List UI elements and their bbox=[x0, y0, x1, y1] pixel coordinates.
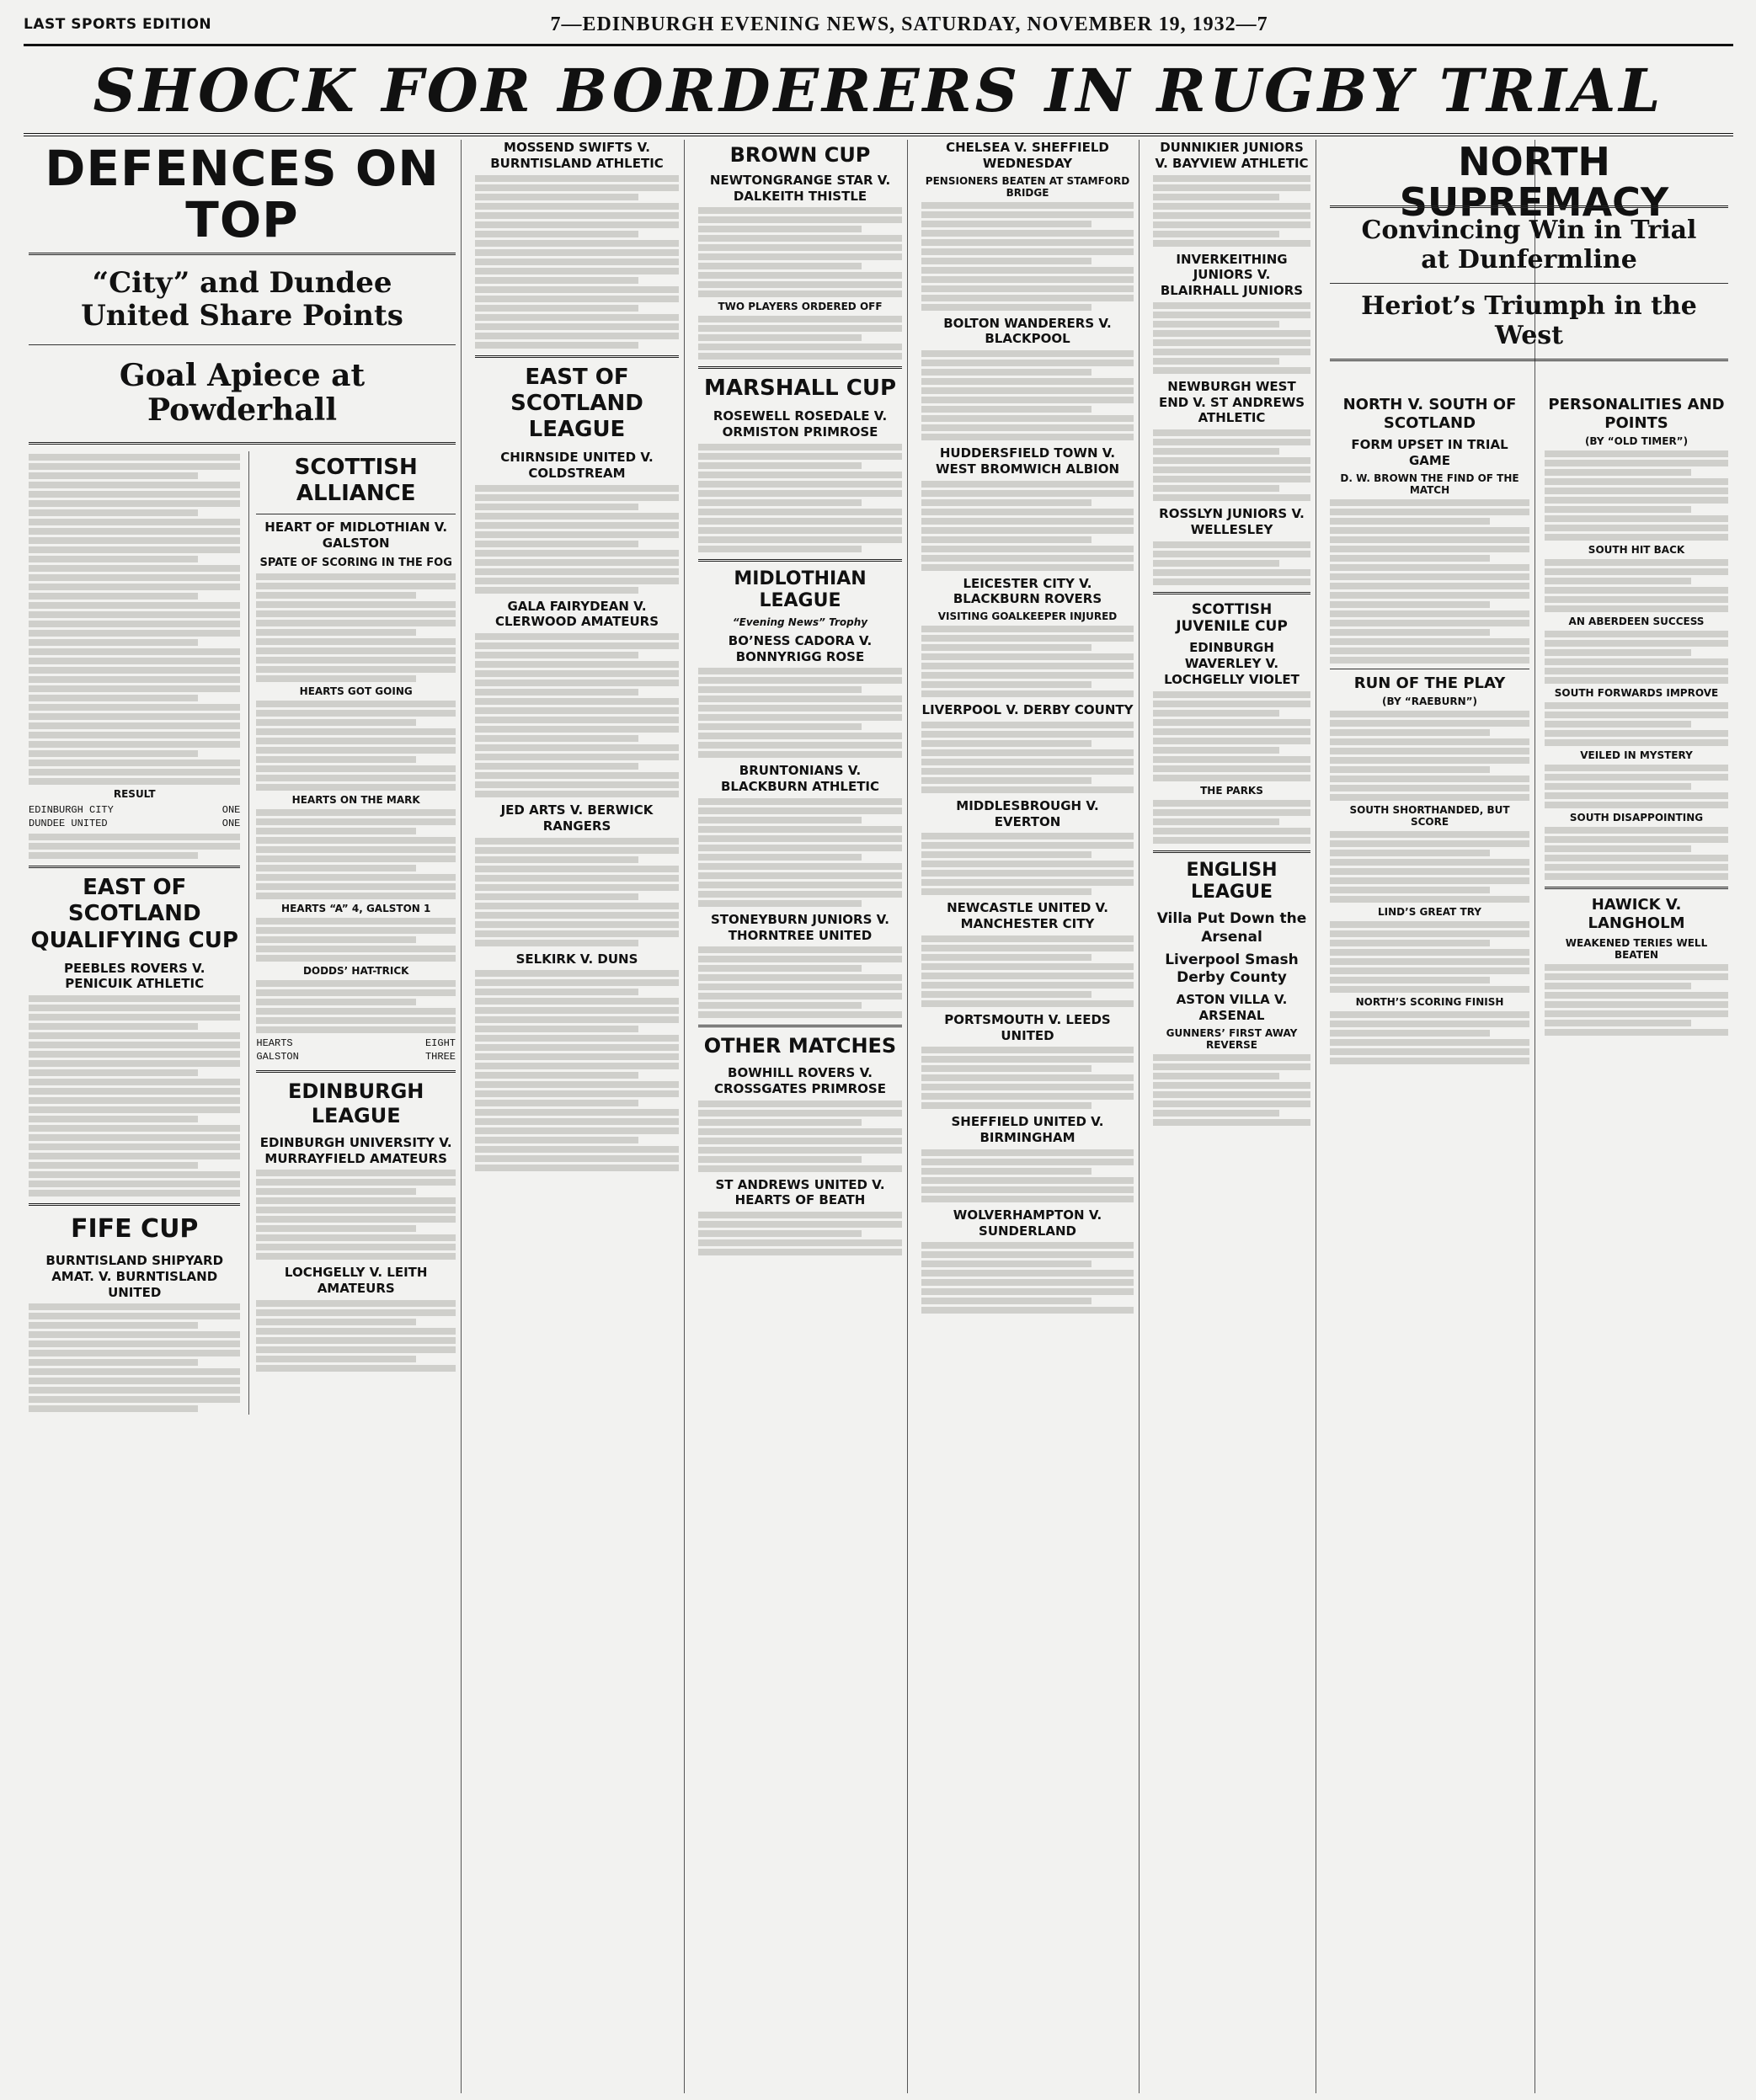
match-portsmouth-leeds: PORTSMOUTH V. LEEDS UNITED bbox=[944, 1011, 1111, 1043]
section-east-scotland-league: EAST OF SCOTLAND LEAGUE bbox=[510, 364, 643, 442]
match-mossend-burntisland: MOSSEND SWIFTS V. BURNTISLAND ATHLETIC bbox=[490, 140, 664, 171]
sub-linds-great-try: LIND’S GREAT TRY bbox=[1378, 906, 1481, 919]
sub-hearts-a-galston: HEARTS “A” 4, GALSTON 1 bbox=[281, 902, 431, 914]
match-huddersfield-westbrom: HUDDERSFIELD TOWN V. WEST BROMWICH ALBION bbox=[935, 445, 1120, 477]
sub-the-parks: THE PARKS bbox=[1200, 784, 1263, 797]
sub-aberdeen-success: AN ABERDEEN SUCCESS bbox=[1568, 616, 1705, 628]
trophy-label: “Evening News” Trophy bbox=[732, 616, 868, 628]
match-inverkeithing-blairhall: INVERKEITHING JUNIORS V. BLAIRHALL JUNIORS bbox=[1160, 251, 1304, 298]
result-label: RESULT bbox=[113, 787, 156, 800]
result-hearts-galston bbox=[256, 1037, 456, 1063]
match-newcastle-mancity: NEWCASTLE UNITED V. MANCHESTER CITY bbox=[947, 900, 1108, 931]
sub-dw-brown: D. W. BROWN THE FIND OF THE MATCH bbox=[1340, 472, 1519, 496]
north-subheads bbox=[1325, 199, 1733, 392]
main-headline: SHOCK FOR BORDERERS IN RUGBY TRIAL bbox=[24, 49, 1733, 136]
sub-liverpool-smash: Liverpool Smash Derby County bbox=[1165, 951, 1299, 987]
headline-defences-on-top: DEFENCES ON TOP bbox=[45, 140, 440, 248]
match-standrews-hearts-beath: ST ANDREWS UNITED V. HEARTS OF BEATH bbox=[715, 1176, 885, 1208]
match-bowhill-crossgates: BOWHILL ROVERS V. CROSSGATES PRIMROSE bbox=[714, 1065, 886, 1096]
match-jedarts-berwick: JED ARTS V. BERWICK RANGERS bbox=[500, 802, 654, 834]
byline-raeburn: (BY “RAEBURN”) bbox=[1382, 696, 1477, 708]
sub-south-hit-back: SOUTH HIT BACK bbox=[1588, 544, 1685, 557]
newspaper-page bbox=[24, 5, 1733, 2093]
sub-run-of-play: RUN OF THE PLAY bbox=[1353, 674, 1506, 692]
result-hearts-score: EIGHT bbox=[424, 1037, 456, 1049]
match-selkirk-duns: SELKIRK V. DUNS bbox=[515, 951, 638, 967]
match-sheffutd-birmingham: SHEFFIELD UNITED V. BIRMINGHAM bbox=[951, 1114, 1104, 1145]
sub-hearts-on-the-mark: HEARTS ON THE MARK bbox=[291, 793, 420, 806]
result-away-team: DUNDEE UNITED bbox=[29, 817, 108, 829]
sub-south-forwards-improve: SOUTH FORWARDS IMPROVE bbox=[1554, 687, 1719, 700]
result-home-team: EDINBURGH CITY bbox=[29, 803, 114, 816]
sub-two-players-ordered-off: TWO PLAYERS ORDERED OFF bbox=[718, 301, 883, 313]
match-boness-bonnyrigg: BO’NESS CADORA V. BONNYRIGG ROSE bbox=[728, 632, 873, 664]
match-rosewell-ormiston: ROSEWELL ROSEDALE V. ORMISTON PRIMROSE bbox=[713, 408, 888, 440]
result-hearts: HEARTS bbox=[256, 1037, 293, 1049]
sub-form-upset: FORM UPSET IN TRIAL GAME bbox=[1351, 437, 1508, 468]
subhead-city-dundee: “City” and Dundee United Share Points bbox=[81, 265, 403, 333]
column-personalities bbox=[1540, 392, 1733, 2093]
match-stoneyburn-thorntree: STONEYBURN JUNIORS V. THORNTREE UNITED bbox=[711, 911, 889, 943]
sub-gunners-reverse: GUNNERS’ FIRST AWAY REVERSE bbox=[1166, 1026, 1298, 1051]
result-away-score: ONE bbox=[222, 817, 241, 829]
match-burntisland-shipyard: BURNTISLAND SHIPYARD AMAT. V. BURNTISLAND UNITED bbox=[45, 1253, 224, 1300]
match-north-south: NORTH V. SOUTH OF SCOTLAND bbox=[1342, 396, 1517, 432]
byline-old-timer: (BY “OLD TIMER”) bbox=[1584, 435, 1689, 448]
match-hearts-galston: HEART OF MIDLOTHIAN V. GALSTON bbox=[264, 520, 448, 551]
section-english-league: ENGLISH LEAGUE bbox=[1186, 859, 1278, 903]
sub-villa-put-down: Villa Put Down the Arsenal bbox=[1156, 910, 1307, 946]
match-liverpool-derby: LIVERPOOL V. DERBY COUNTY bbox=[921, 702, 1134, 717]
match-dunnikier-bayview: DUNNIKIER JUNIORS V. BAYVIEW ATHLETIC bbox=[1155, 140, 1309, 171]
match-bruntonians-blackburn: BRUNTONIANS V. BLACKBURN ATHLETIC bbox=[720, 763, 880, 795]
match-university-murrayfield: EDINBURGH UNIVERSITY V. MURRAYFIELD AMATEURS bbox=[259, 1134, 452, 1166]
match-middlesbrough-everton: MIDDLESBROUGH V. EVERTON bbox=[956, 797, 1099, 829]
match-newburgh-standrews: NEWBURGH WEST END V. ST ANDREWS ATHLETIC bbox=[1158, 378, 1305, 426]
sub-weakened-teries: WEAKENED TERIES WELL BEATEN bbox=[1565, 937, 1708, 962]
match-chelsea-sheffield: CHELSEA V. SHEFFIELD WEDNESDAY bbox=[946, 140, 1109, 171]
match-wolves-sunderland: WOLVERHAMPTON V. SUNDERLAND bbox=[953, 1207, 1102, 1239]
section-edinburgh-league: EDINBURGH LEAGUE bbox=[288, 1079, 424, 1128]
section-other-matches: OTHER MATCHES bbox=[703, 1034, 897, 1058]
masthead bbox=[24, 5, 1733, 46]
sub-south-shorthanded: SOUTH SHORTHANDED, BUT SCORE bbox=[1349, 804, 1510, 829]
section-midlothian-league: MIDLOTHIAN LEAGUE bbox=[734, 568, 867, 612]
match-newtongrange-dalkeith: NEWTONGRANGE STAR V. DALKEITH THISTLE bbox=[709, 172, 891, 204]
sub-dodds-hat-trick: DODDS’ HAT-TRICK bbox=[302, 964, 409, 977]
match-villa-arsenal: ASTON VILLA V. ARSENAL bbox=[1176, 992, 1288, 1024]
section-fife-cup: FIFE CUP bbox=[70, 1214, 199, 1245]
column-fife-juniors bbox=[1148, 140, 1316, 2093]
headline-north-supremacy: NORTH SUPREMACY bbox=[1399, 139, 1669, 226]
section-east-qualifying-cup: EAST OF SCOTLAND QUALIFYING CUP bbox=[30, 875, 238, 953]
result-city-dundee bbox=[29, 803, 240, 830]
headline-personalities: PERSONALITIES AND POINTS bbox=[1548, 396, 1725, 432]
sub-hearts-got-going: HEARTS GOT GOING bbox=[299, 685, 413, 697]
match-waverley-lochgelly: EDINBURGH WAVERLEY V. LOCHGELLY VIOLET bbox=[1164, 640, 1300, 687]
section-scottish-alliance: SCOTTISH ALLIANCE bbox=[294, 454, 418, 506]
result-home-score: ONE bbox=[222, 803, 241, 816]
result-galston: GALSTON bbox=[256, 1051, 299, 1063]
section-marshall-cup: MARSHALL CUP bbox=[703, 376, 897, 402]
match-bolton-blackpool: BOLTON WANDERERS V. BLACKPOOL bbox=[943, 315, 1112, 347]
column-defences bbox=[24, 140, 462, 2093]
columns bbox=[24, 140, 1733, 2093]
sub-spate-of-scoring: SPATE OF SCORING IN THE FOG bbox=[259, 556, 452, 569]
section-juvenile-cup: SCOTTISH JUVENILE CUP bbox=[1176, 600, 1288, 635]
sub-norths-scoring-finish: NORTH’S SCORING FINISH bbox=[1355, 996, 1504, 1009]
match-hawick-langholm: HAWICK V. LANGHOLM bbox=[1588, 896, 1685, 932]
column-east-scotland bbox=[470, 140, 685, 2093]
match-chirnside-coldstream: CHIRNSIDE UNITED V. COLDSTREAM bbox=[500, 450, 654, 481]
sub-south-disappointing: SOUTH DISAPPOINTING bbox=[1569, 812, 1704, 824]
dateline: 7—EDINBURGH EVENING NEWS, SATURDAY, NOVEMBER 19, 1932—7 bbox=[550, 13, 1268, 35]
column-cups bbox=[693, 140, 908, 2093]
sub-pensioners-beaten: PENSIONERS BEATEN AT STAMFORD BRIDGE bbox=[925, 174, 1130, 199]
match-peebles-penicuik: PEEBLES ROVERS V. PENICUIK ATHLETIC bbox=[63, 960, 205, 992]
edition-label: LAST SPORTS EDITION bbox=[24, 16, 212, 33]
result-galston-score: THREE bbox=[424, 1051, 456, 1063]
column-english-league bbox=[916, 140, 1140, 2093]
column-rugby-report bbox=[1325, 392, 1535, 2093]
subhead-convincing-win: Convincing Win in Trial at Dunfermline bbox=[1361, 216, 1697, 274]
match-gala-clerwood: GALA FAIRYDEAN V. CLERWOOD AMATEURS bbox=[494, 598, 659, 630]
subhead-heriots-triumph: Heriot’s Triumph in the West bbox=[1361, 291, 1697, 350]
sub-veiled-in-mystery: VEILED IN MYSTERY bbox=[1580, 749, 1693, 762]
section-brown-cup: BROWN CUP bbox=[729, 143, 871, 167]
match-lochgelly-leith: LOCHGELLY V. LEITH AMATEURS bbox=[284, 1265, 428, 1297]
sub-visiting-goalkeeper: VISITING GOALKEEPER INJURED bbox=[937, 610, 1118, 622]
match-rosslyn-wellesley: ROSSLYN JUNIORS V. WELLESLEY bbox=[1159, 506, 1305, 537]
match-leicester-blackburn: LEICESTER CITY V. BLACKBURN ROVERS bbox=[953, 575, 1102, 607]
subhead-powderhall: Goal Apiece at Powderhall bbox=[119, 357, 366, 429]
